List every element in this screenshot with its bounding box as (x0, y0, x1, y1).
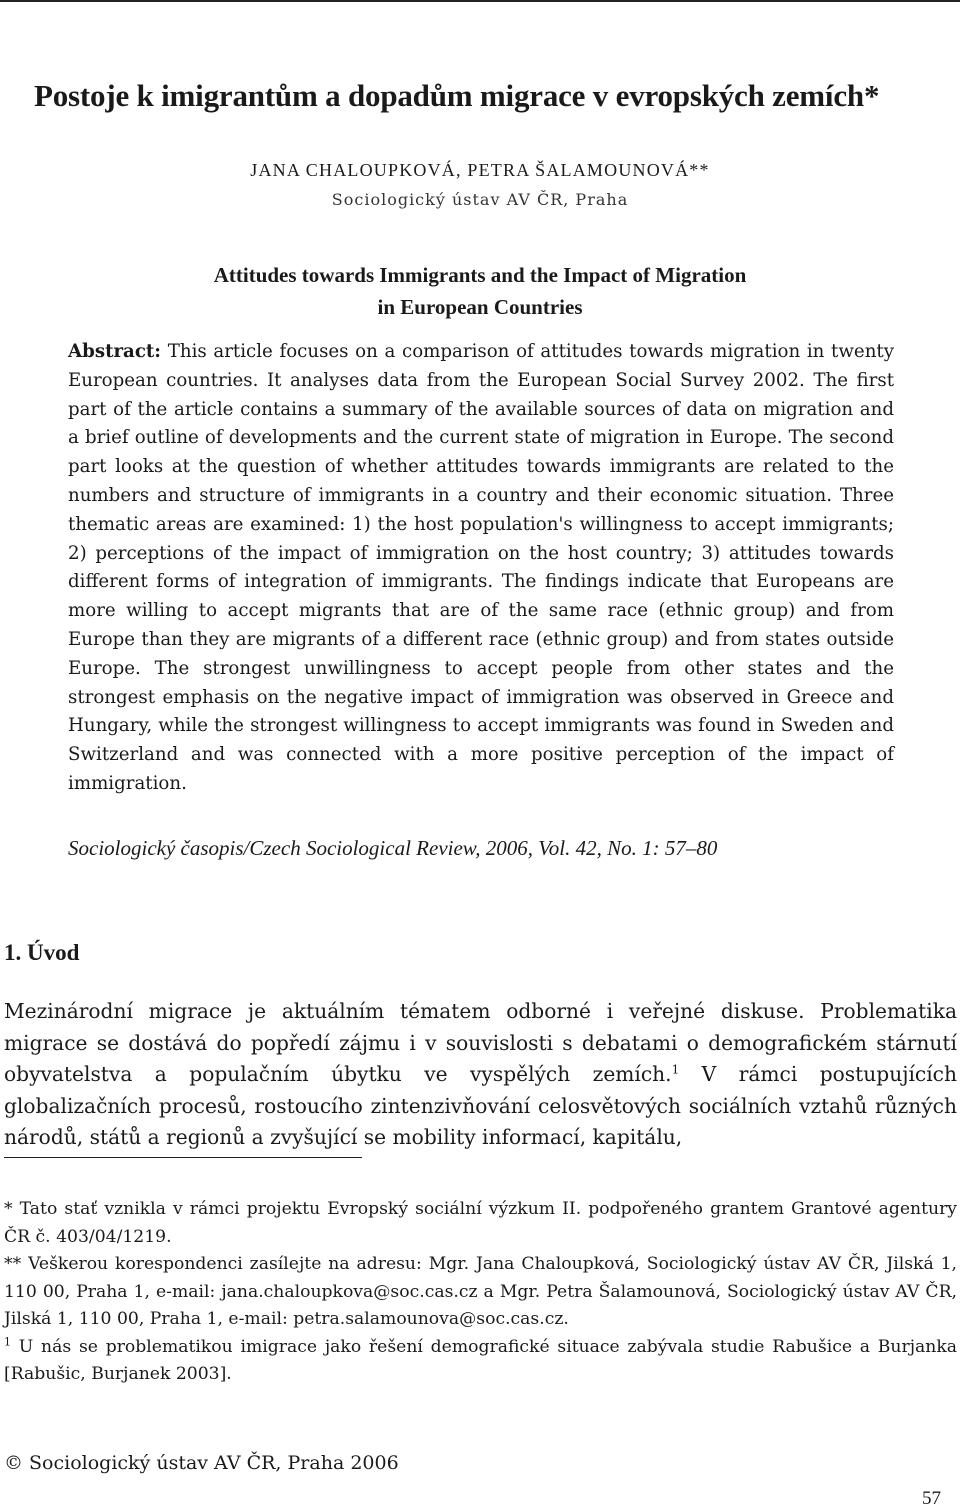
abstract-label: Abstract: (68, 341, 162, 362)
footnote-3-marker: 1 (4, 1334, 11, 1348)
english-title (0, 259, 960, 323)
footnotes (4, 1196, 957, 1389)
copyright: © Sociologický ústav AV ČR, Praha 2006 (4, 1452, 399, 1474)
citation: Sociologický časopis/Czech Sociological Review, 2006, Vol. 42, No. 1: 57–80 (68, 836, 718, 860)
footnote-3 (4, 1334, 957, 1389)
body-text-1: Mezinárodní migrace je aktuálním tématem odborné i veřejné diskuse. Problematika migrace se dostává do popředí zájmu i v souvislosti s debatami o demografickém stárnutí obyvatelstva a populačním úbytku ve vyspělých zemích. (4, 999, 957, 1087)
page-number: 57 (922, 1488, 941, 1509)
footnote-1: * Tato stať vznikla v rámci projektu Evropský sociální výzkum II. podpořeného grantem Grantové agentury ČR č. 403/04/1219. (4, 1199, 957, 1247)
footnote-3-text: U nás se problematikou imigrace jako řešení demografické situace zabývala studie Rabušice a Burjanka [Rabušic, Burjanek 2003]. (4, 1336, 958, 1384)
abstract-text: This article focuses on a comparison of attitudes towards migration in twenty European countries. It analyses data from the European Social Survey 2002. The first part of the article contains a summary of the available sources of data on migration and a brief outline of developments and the current state of migration in Europe. The second part looks at the question of whether attitudes towards immigrants are related to the numbers and structure of immigrants in a country and their economic situation. Three thematic areas are examined: 1) the host population's willingness to accept immigrants; 2) perceptions of the impact of immigration on the host country; 3) attitudes towards different forms of integration of immigrants. The findings indicate that Europeans are more willing to accept migrants that are of the same race (ethnic group) and from Europe than they are migrants of a different race (ethnic group) and from states outside Europe. The strongest unwillingness to accept people from other states and the strongest emphasis on the negative impact of immigration was observed in Greece and Hungary, while the strongest willingness to accept immigrants was found in Sweden and Switzerland and was connected with a more positive perception of the impact of immigration. (68, 341, 894, 794)
article-title: Postoje k imigrantům a dopadům migrace v evropských zemích* (34, 78, 880, 113)
footnote-2: ** Veškerou korespondenci zasílejte na adresu: Mgr. Jana Chaloupková, Sociologický ústav AV ČR, Jilská 1, 110 00, Praha 1, e-mail: jana.chaloupkova@soc.cas.cz a Mgr. Petra Šalamounová, Sociologický ústav AV ČR, Jilská 1, 110 00, Praha 1, e-mail: petra.salamounova@soc.cas.cz. (4, 1254, 957, 1329)
section-heading: 1. Úvod (4, 940, 80, 965)
body-paragraph (4, 996, 957, 1154)
english-title-line-1: Attitudes towards Immigrants and the Impact of Migration (213, 263, 747, 287)
footnote-divider (4, 1157, 362, 1158)
body-text-2: V rámci postupujících globalizačních procesů, rostoucího zintenzivňování celosvětových sociálních vztahů různých národů, států a regionů a zvyšující se mobility informací, kapitálu, (4, 1062, 957, 1150)
affiliation: Sociologický ústav AV ČR, Praha (331, 190, 629, 209)
abstract (68, 338, 894, 799)
top-rule (0, 0, 960, 2)
authors: JANA CHALOUPKOVÁ, PETRA ŠALAMOUNOVÁ** (250, 160, 710, 180)
english-title-line-2: in European Countries (377, 295, 583, 319)
footnote-ref-1[interactable]: 1 (671, 1062, 680, 1077)
